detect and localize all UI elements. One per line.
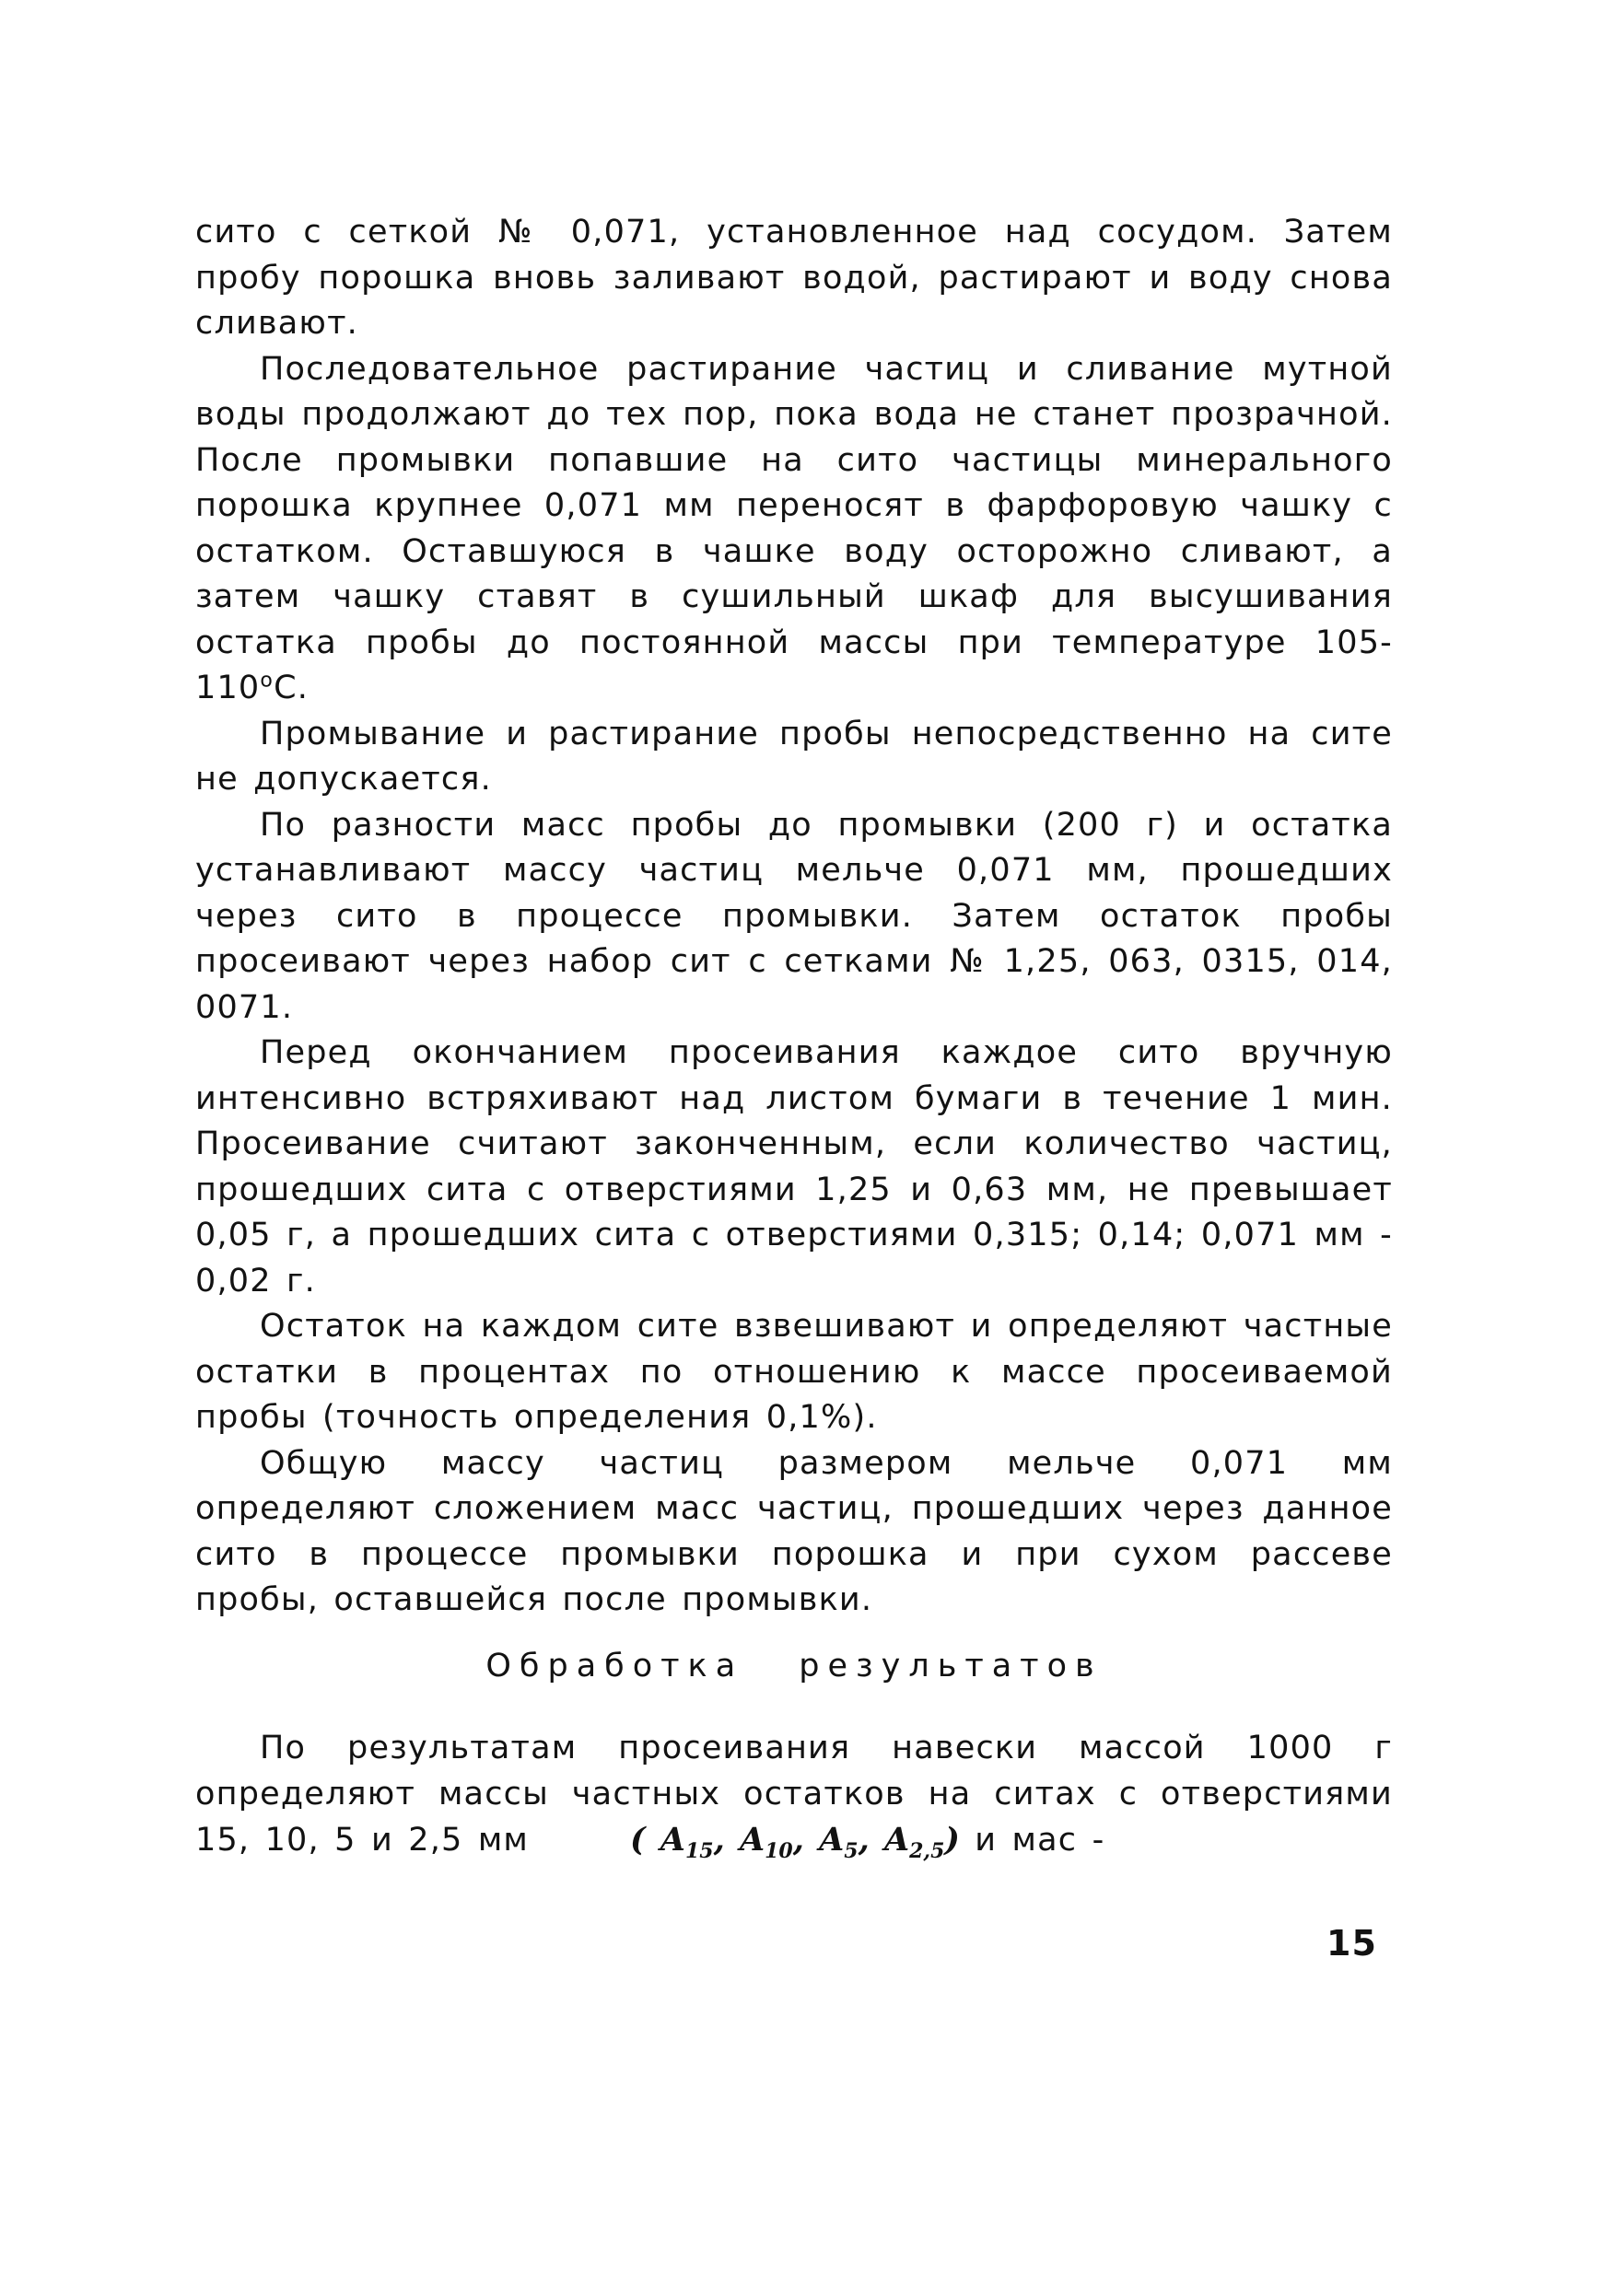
paragraph-2 bbox=[195, 347, 1393, 712]
paragraph-8-tail: и мас - bbox=[975, 1822, 1105, 1859]
formula-term-a5: $A_5$ bbox=[819, 1821, 859, 1863]
paragraph-1: сито с сеткой № 0,071, установленное над сосудом. Затем пробу порошка вновь заливают водой, растирают и воду снова сливают. bbox=[195, 214, 1393, 342]
paragraph-8 bbox=[195, 1726, 1393, 1875]
document-page bbox=[195, 210, 1393, 1875]
sieve-residue-formula: ( $A_{15}$, $A_{10}$, $A_5$, $A_{2,5}$) bbox=[630, 1821, 960, 1863]
paragraph-5: Перед окончанием просеивания каждое сито вручную интенсивно встряхивают над листом бумаги в течение 1 мин. Просеивание считают законченным, если количество частиц, прошедших сита с отверстиями 1,25 и 0,63 мм, не превышает 0,05 г, а прошедших сита с отверстиями 0,315; 0,14; 0,071 мм - 0,02 г. bbox=[195, 1034, 1393, 1300]
paragraph-2-text: Последовательное растирание частиц и сливание мутной воды продолжают до тех пор, пока вода не станет прозрачной. После промывки попавшие на сито частицы минерального порошка крупнее 0,071 мм переносят в фарфоровую чашку с остатком. Оставшуюся в чашке воду осторожно сливают, а затем чашку ставят в сушильный шкаф для высушивания остатка пробы до постоянной массы при температуре 105-110 bbox=[195, 350, 1393, 706]
section-heading: Обработка результатов bbox=[485, 1647, 1103, 1684]
paragraph-6: Остаток на каждом сите взвешивают и определяют частные остатки в процентах по отношению к массе просеиваемой пробы (точность определения 0,1%). bbox=[195, 1308, 1393, 1436]
formula-term-a10: $A_{10}$ bbox=[739, 1821, 793, 1863]
page-number: 15 bbox=[1326, 1923, 1377, 1964]
paragraph-4: По разности масс пробы до промывки (200 г) и остатка устанавливают массу частиц мельче 0,071 мм, прошедших через сито в процессе промывки. Затем остаток пробы просеивают через набор сит с сетками № 1,25, 063, 0315, 014, 0071. bbox=[195, 806, 1393, 1026]
formula-term-a2-5: $A_{2,5}$ bbox=[883, 1821, 945, 1863]
paragraph-2-tail: С. bbox=[274, 670, 310, 706]
paragraph-8-text: По результатам просеивания навески массой 1000 г определяют массы частных остатков на ситах с отверстиями 15, 10, 5 и 2,5 мм bbox=[195, 1730, 1393, 1859]
degree-sign: o bbox=[260, 669, 275, 693]
paragraph-3: Промывание и растирание пробы непосредственно на сите не допускается. bbox=[195, 715, 1393, 798]
formula-term-a15: $A_{15}$ bbox=[660, 1821, 714, 1863]
paragraph-7: Общую массу частиц размером мельче 0,071 мм определяют сложением масс частиц, прошедших через данное сито в процессе промывки порошка и при сухом рассеве пробы, оставшейся после промывки. bbox=[195, 1444, 1393, 1618]
